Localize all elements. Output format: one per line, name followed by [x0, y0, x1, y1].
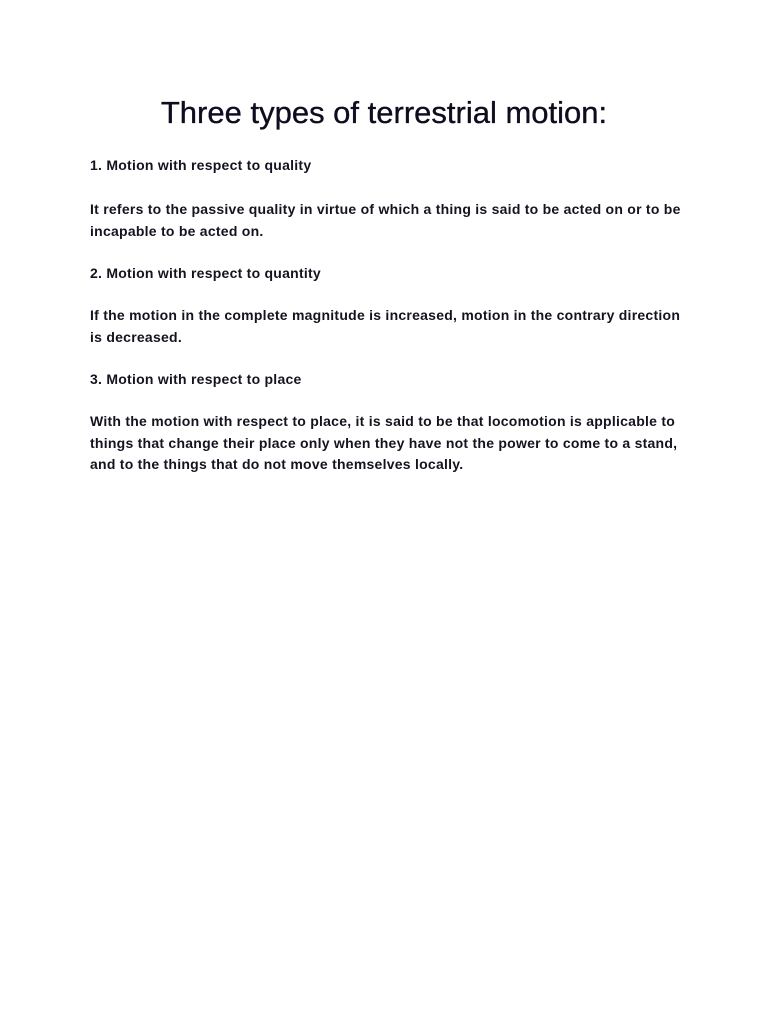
section-heading-quality: 1. Motion with respect to quality — [90, 157, 312, 173]
section-body-place: With the motion with respect to place, it is said to be that locomotion is applicable to things that change their place only when they have not the power to come to a stand, and to the things that do not move themselves locally. — [90, 413, 678, 472]
section-heading-quantity: 2. Motion with respect to quantity — [90, 265, 321, 281]
section-body-quantity: If the motion in the complete magnitude is increased, motion in the contrary direction is decreased. — [90, 307, 681, 345]
document-title: Three types of terrestrial motion: — [160, 95, 608, 130]
section-heading-place: 3. Motion with respect to place — [90, 371, 302, 387]
section-body-quality: It refers to the passive quality in virtue of which a thing is said to be acted on or to be incapable to be acted on. — [90, 201, 681, 239]
